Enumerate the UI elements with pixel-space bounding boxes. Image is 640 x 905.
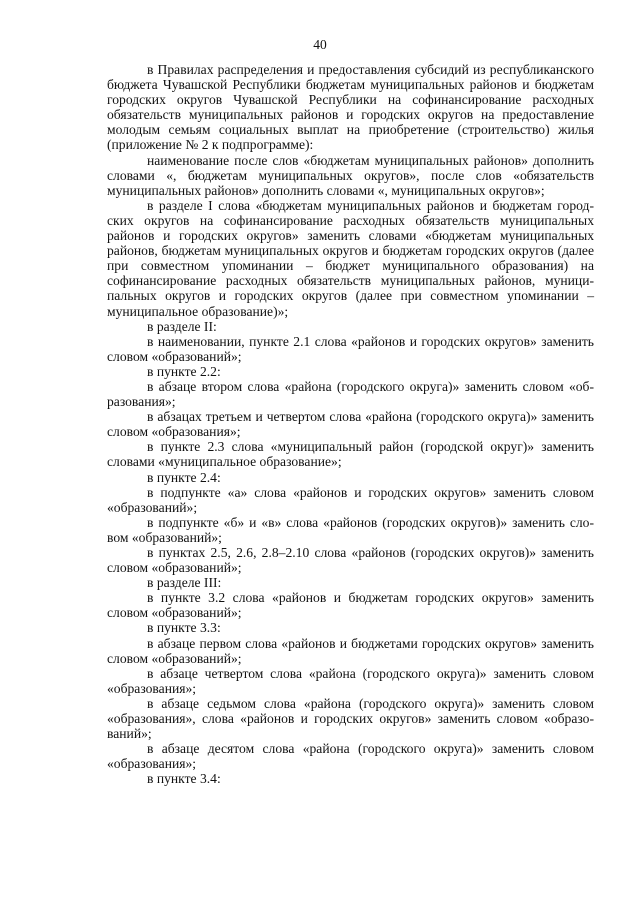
paragraph: в пункте 2.4: [147,469,221,485]
paragraph: в пункте 3.3: [147,620,221,636]
paragraph: в абзаце четвертом слова «района (городского округа)» заменить словом «образования»; [107,665,594,696]
paragraph: в абзацах третьем и четвертом слова «района (городского округа)» заменить словом «образования»; [107,409,594,440]
paragraph: в пункте 2.3 слова «муниципальный район (городской округ)» заменить словами «муниципальное образование»; [107,439,594,470]
paragraph: в абзаце втором слова «района (городского округа)» заменить словом «образования»; [107,378,594,410]
paragraph: в разделе III: [147,575,222,591]
paragraph: в Правилах распределения и предоставления субсидий из республиканского бюджета Чувашской Республики бюджетам муниципальных районов и бюджетам городских округов Чувашской Республики на софинансирование расходных обязательств муниципальных районов и городских округов на предоставление молодым семьям социальных выплат на приобретение (строительство) жилья (приложение № 2 к подпрограмме): [107,62,594,153]
paragraph: в пункте 3.4: [147,771,221,787]
paragraph: в наименовании, пункте 2.1 слова «районов и городских округов» заменить словом «образований»; [107,333,594,364]
paragraph: в разделе II: [147,318,217,334]
paragraph: в пунктах 2.5, 2.6, 2.8–2.10 слова «районов (городских округов)» заменить словом «образований»; [107,545,594,576]
paragraph: в абзаце первом слова «районов и бюджетами городских округов» заменить словом «образований»; [107,635,594,666]
paragraph: в подпункте «а» слова «районов и городских округов» заменить словом «образований»; [107,484,594,515]
paragraph: в разделе I слова «бюджетам муниципальных районов и бюджетам городских округов на софинансирование расходных обязательств муниципальных районов и городских округов» заменить словами «бюджетам муниципальных районов, бюджетам муниципальных округов и бюджетам городских округов (далее при совместном упоминании – бюджет муниципального образования) на софинансирование расходных обязательств муниципальных районов, муниципальных округов и городских округов (далее при совместном упоминании – муниципальное образование)»; [107,197,594,319]
paragraph: в подпункте «б» и «в» слова «районов (городских округов)» заменить словом «образований»; [107,514,594,545]
page-number: 40 [313,37,327,52]
paragraph: в абзаце седьмом слова «района (городского округа)» заменить словом «образования», слова «районов и городских округов» заменить словом «образований»; [107,695,594,742]
paragraph: наименование после слов «бюджетам муниципальных районов» дополнить словами «, бюджетам муниципальных округов», после слов «обязательств муниципальных районов» дополнить словами «, муниципальных округов»; [107,152,594,198]
paragraph: в пункте 2.2: [147,363,221,379]
paragraph: в пункте 3.2 слова «районов и бюджетам городских округов» заменить словом «образований»; [107,590,594,621]
paragraph: в абзаце десятом слова «района (городского округа)» заменить словом «образования»; [107,741,594,772]
document-body [107,62,594,787]
